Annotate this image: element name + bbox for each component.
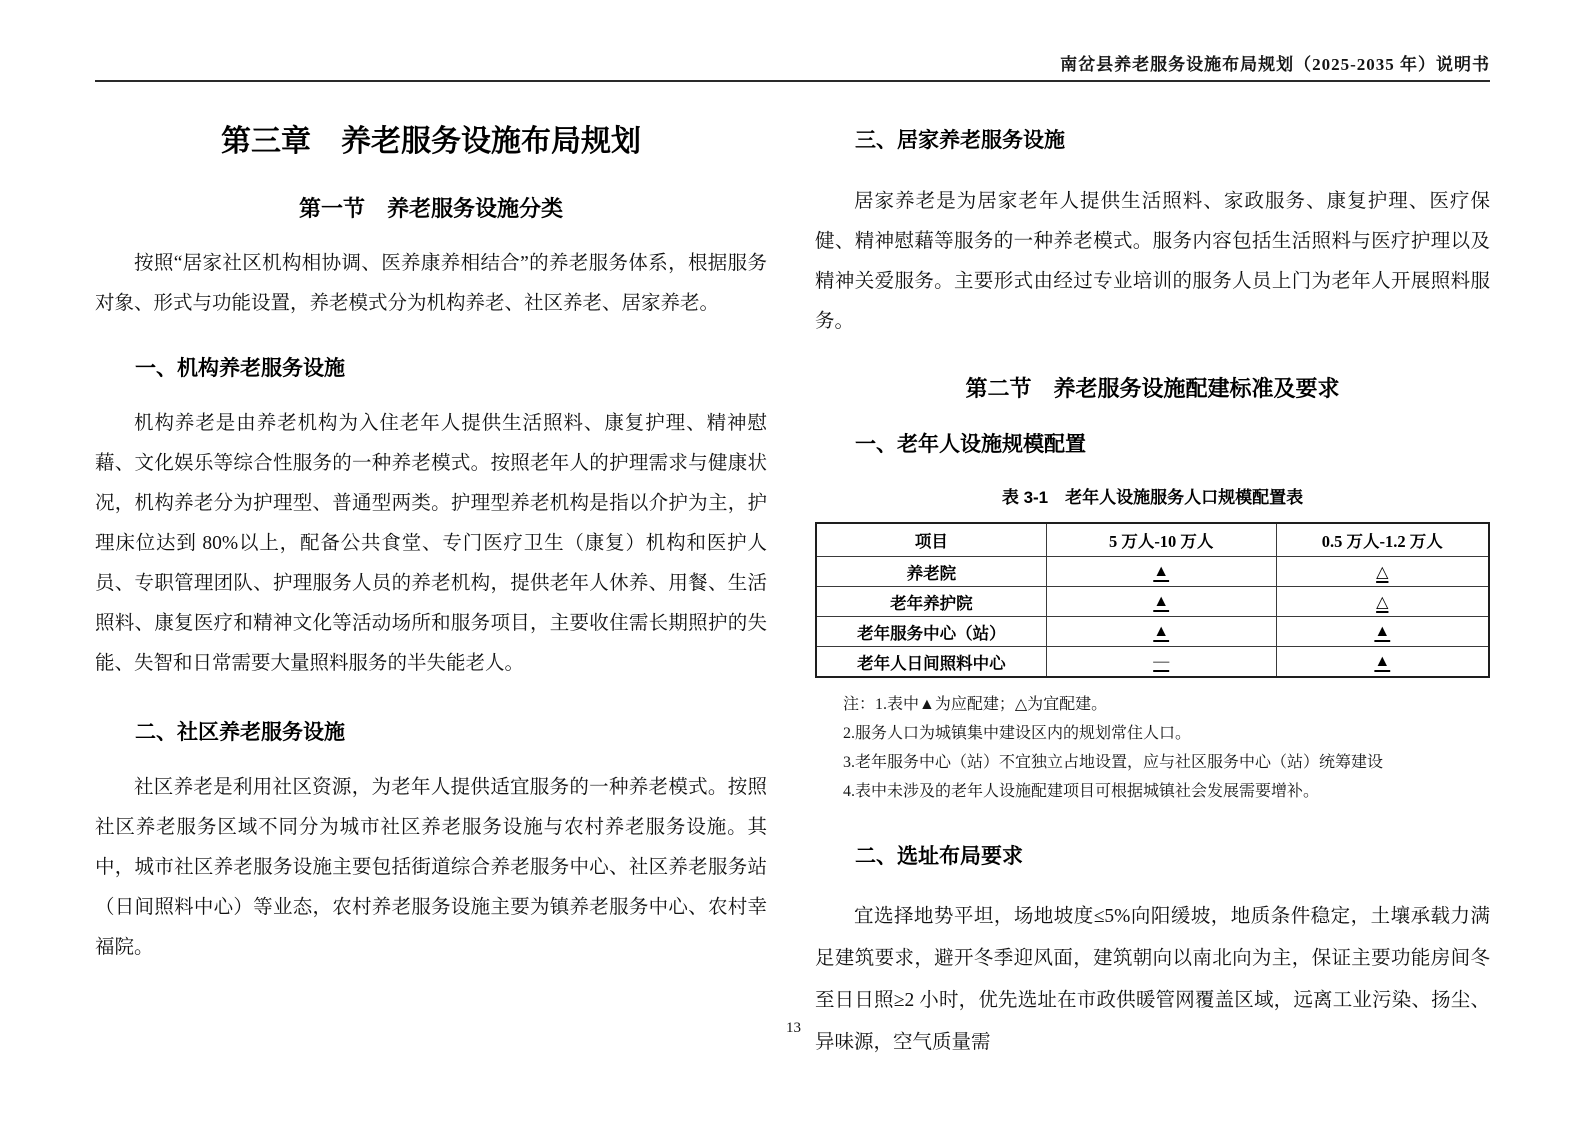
note-line: 4.表中未涉及的老年人设施配建项目可根据城镇社会发展需要增补。 bbox=[843, 783, 1320, 800]
table-cell-symbol: △ bbox=[1276, 587, 1489, 617]
right-column bbox=[815, 112, 1490, 1064]
table-row bbox=[816, 557, 1489, 587]
paragraph-institutional-care: 机构养老是由养老机构为入住老年人提供生活照料、康复护理、精神慰藉、文化娱乐等综合性服务的一种养老模式。按照老年人的护理需求与健康状况，机构养老分为护理型、普通型两类。护理型养老机构是指以介护为主，护理床位达到 80%以上，配备公共食堂、专门医疗卫生（康复）机构和医护人员、专职管理团队、护理服务人员的养老机构，提供老年人休养、用餐、生活照料、康复医疗和精神文化等活动场所和服务项目，主要收住需长期照护的失能、失智和日常需要大量照料服务的半失能老人。 bbox=[95, 413, 767, 674]
table-header-cell-item: 项目 bbox=[816, 523, 1046, 557]
heading-community-care: 二、社区养老服务设施 bbox=[135, 721, 345, 744]
note-line: 注：1.表中▲为应配建；△为宜配建。 bbox=[843, 696, 1108, 713]
header-rule bbox=[95, 80, 1490, 82]
table-row bbox=[816, 587, 1489, 617]
table-cell-symbol: ▲ bbox=[1046, 587, 1276, 617]
note-line: 3.老年服务中心（站）不宜独立占地设置，应与社区服务中心（站）统筹建设 bbox=[843, 754, 1384, 771]
table-cell-label: 老年养护院 bbox=[816, 587, 1046, 617]
table-cell-symbol: ▲ bbox=[1046, 557, 1276, 587]
table-cell-symbol: △ bbox=[1276, 557, 1489, 587]
heading-facility-scale: 一、老年人设施规模配置 bbox=[855, 433, 1086, 456]
heading-home-care: 三、居家养老服务设施 bbox=[855, 129, 1065, 152]
table-cell-label: 养老院 bbox=[816, 557, 1046, 587]
table-cell-symbol: ▲ bbox=[1276, 647, 1489, 678]
chapter-title: 第三章 养老服务设施布局规划 bbox=[221, 125, 641, 158]
table-cell-symbol: ▲ bbox=[1046, 617, 1276, 647]
paragraph-community-care: 社区养老是利用社区资源，为老年人提供适宜服务的一种养老模式。按照社区养老服务区域不同分为城市社区养老服务设施与农村养老服务设施。其中，城市社区养老服务设施主要包括街道综合养老服务中心、社区养老服务站（日间照料中心）等业态，农村养老服务设施主要为镇养老服务中心、农村幸福院。 bbox=[95, 777, 767, 958]
table-row bbox=[816, 617, 1489, 647]
heading-institutional-care: 一、机构养老服务设施 bbox=[135, 357, 345, 380]
table-header-cell-pop-large: 5 万人-10 万人 bbox=[1046, 523, 1276, 557]
table-cell-symbol: — bbox=[1046, 647, 1276, 678]
page-number: 13 bbox=[786, 1020, 801, 1036]
table-caption: 表 3-1 老年人设施服务人口规模配置表 bbox=[1001, 488, 1304, 507]
note-line: 2.服务人口为城镇集中建设区内的规划常住人口。 bbox=[843, 725, 1192, 742]
table-cell-label: 老年服务中心（站） bbox=[816, 617, 1046, 647]
section-2-title: 第二节 养老服务设施配建标准及要求 bbox=[965, 376, 1340, 401]
table-row bbox=[816, 647, 1489, 678]
table-3-1 bbox=[815, 522, 1490, 678]
paragraph-site-selection: 宜选择地势平坦，场地坡度≤5%向阳缓坡，地质条件稳定，土壤承载力满足建筑要求，避开冬季迎风面，建筑朝向以南北向为主，保证主要功能房间冬至日日照≥2 小时，优先选址在市政供暖管网覆盖区域，远离工业污染、扬尘、异味源，空气质量需 bbox=[815, 906, 1490, 1053]
table-header-cell-pop-small: 0.5 万人-1.2 万人 bbox=[1276, 523, 1489, 557]
section-1-title: 第一节 养老服务设施分类 bbox=[298, 196, 563, 221]
page-header-title: 南岔县养老服务设施布局规划（2025-2035 年）说明书 bbox=[1060, 55, 1490, 74]
table-notes bbox=[843, 690, 1490, 806]
left-column bbox=[95, 112, 767, 968]
table-header-row bbox=[816, 523, 1489, 557]
paragraph-intro: 按照“居家社区机构相协调、医养康养相结合”的养老服务体系，根据服务对象、形式与功能设置，养老模式分为机构养老、社区养老、居家养老。 bbox=[95, 253, 767, 314]
paragraph-home-care: 居家养老是为居家老年人提供生活照料、家政服务、康复护理、医疗保健、精神慰藉等服务的一种养老模式。服务内容包括生活照料与医疗护理以及精神关爱服务。主要形式由经过专业培训的服务人员上门为老年人开展照料服务。 bbox=[815, 191, 1490, 332]
table-cell-symbol: ▲ bbox=[1276, 617, 1489, 647]
heading-site-selection: 二、选址布局要求 bbox=[855, 845, 1023, 868]
table-cell-label: 老年人日间照料中心 bbox=[816, 647, 1046, 678]
